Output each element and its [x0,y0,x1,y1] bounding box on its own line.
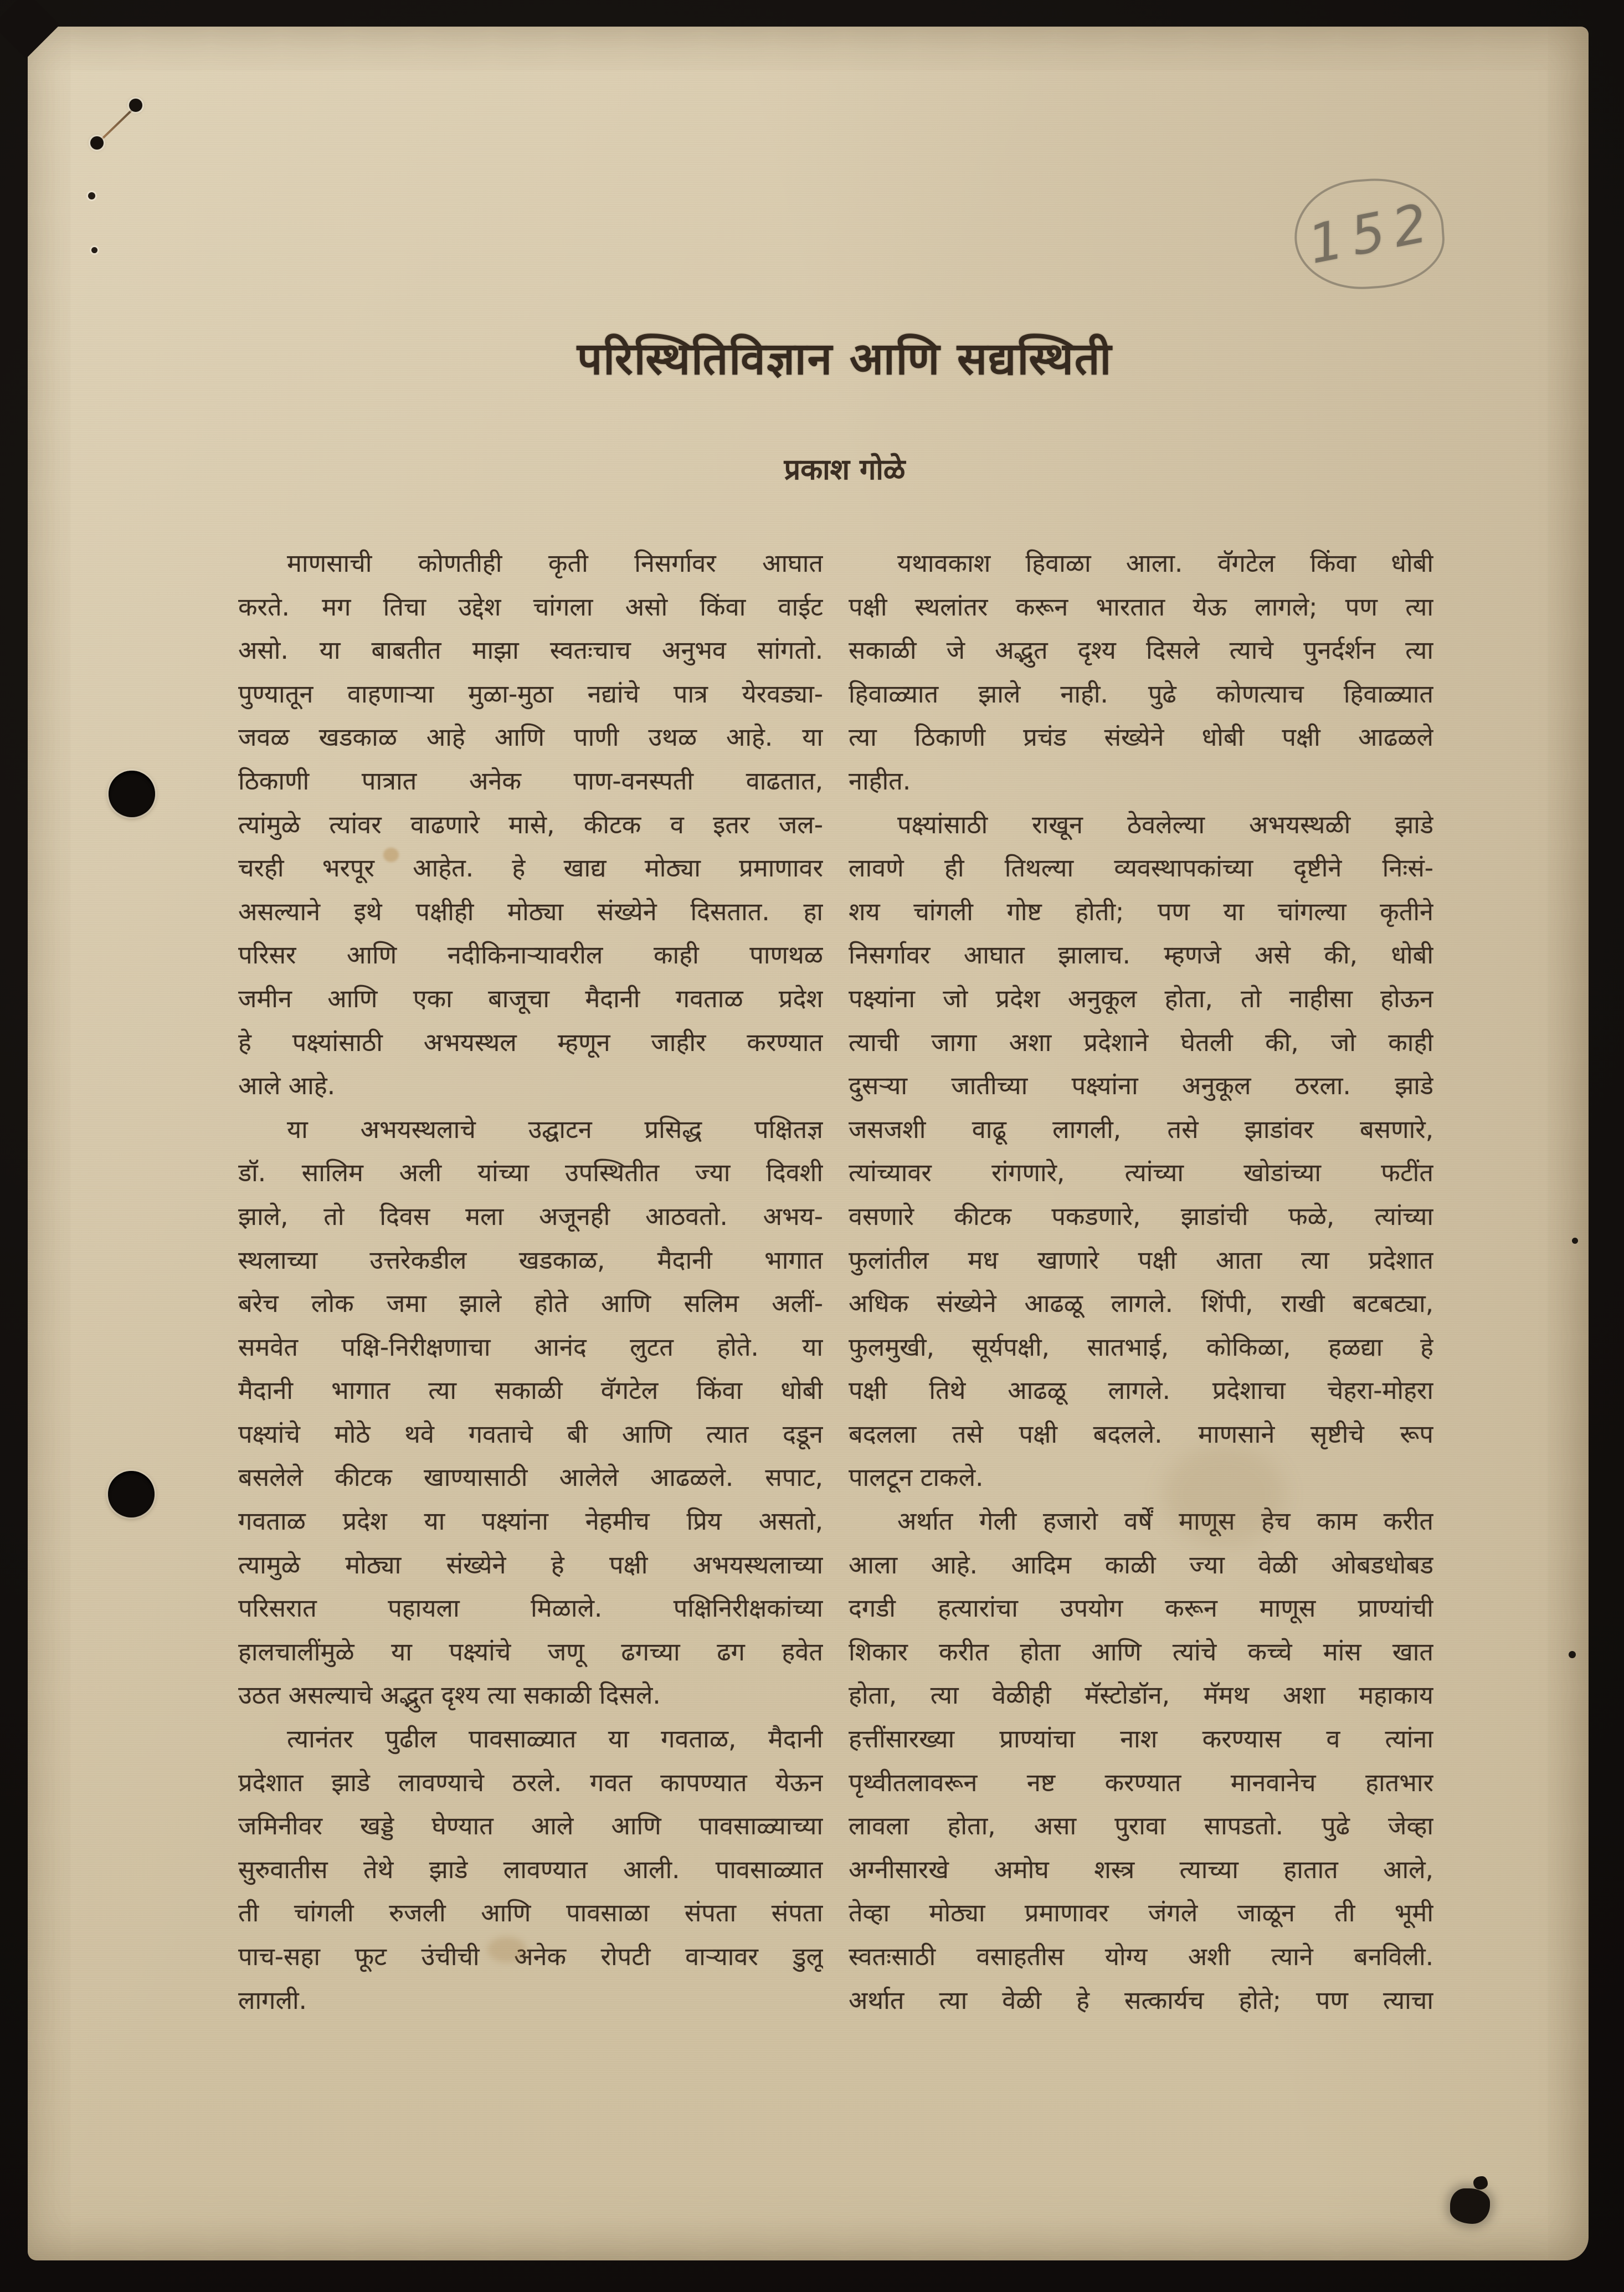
text-line: ठिकाणी पात्रात अनेक पाण-वनस्पती वाढतात, [238,766,823,796]
text-line: तेव्हा मोठ्या प्रमाणावर जंगले जाळून ती भूमी [849,1898,1433,1928]
text-line: पालटून टाकले. [849,1463,984,1493]
author-name: प्रकाश गोळे [784,453,906,486]
text-column-left [238,542,823,2022]
text-line: लावला होता, असा पुरावा सापडतो. पुढे जेव्हा [849,1811,1433,1841]
text-line: दुसऱ्या जातीच्या पक्ष्यांना अनुकूल ठरला. झाडे [849,1071,1433,1101]
text-line: असल्याने इथे पक्षीही मोठ्या संख्येने दिसतात. हा [238,896,823,926]
text-line: डॉ. सालिम अली यांच्या उपस्थितीत ज्या दिवशी [238,1158,823,1188]
text-line: जसजशी वाढू लागली, तसे झाडांवर बसणारे, [849,1114,1433,1144]
punch-hole-top [109,771,155,817]
text-line: या अभयस्थलाचे उद्घाटन प्रसिद्ध पक्षितज्ञ [287,1114,823,1144]
text-line: अधिक संख्येने आढळू लागले. शिंपी, राखी बटबट्या, [849,1289,1433,1319]
text-line: करते. मग तिचा उद्देश चांगला असो किंवा वाईट [238,592,823,622]
text-line: पक्ष्यांसाठी राखून ठेवलेल्या अभयस्थळी झाडे [897,809,1433,839]
text-line: वसणारे कीटक पकडणारे, झाडांची फळे, त्यांच्या [849,1201,1433,1231]
text-line: पक्ष्यांना जो प्रदेश अनुकूल होता, तो नाहीसा होऊन [849,983,1433,1013]
text-line: पक्ष्यांचे मोठे थवे गवताचे बी आणि त्यात दडून [238,1419,823,1449]
text-line: परिसर आणि नदीकिनाऱ्यावरील काही पाणथळ [238,940,823,970]
text-line: शिकार करीत होता आणि त्यांचे कच्चे मांस खात [849,1637,1433,1667]
text-line: मैदानी भागात त्या सकाळी वॅगटेल किंवा धोबी [238,1376,823,1406]
text-line: प्रदेशात झाडे लावण्याचे ठरले. गवत कापण्यात येऊन [238,1767,823,1797]
text-line: पक्षी तिथे आढळू लागले. प्रदेशाचा चेहरा-मोहरा [849,1376,1433,1406]
text-line: नाहीत. [849,766,911,796]
text-line: माणसाची कोणतीही कृती निसर्गावर आघात [287,548,823,578]
pin-hole [88,192,95,199]
text-line: ती चांगली रुजली आणि पावसाळा संपता संपता [238,1898,823,1928]
text-line: समवेत पक्षि-निरीक्षणाचा आनंद लुटत होते. या [238,1332,823,1362]
text-line: स्वतःसाठी वसाहतीस योग्य अशी त्याने बनविली. [849,1942,1433,1971]
text-line: पाच-सहा फूट उंचीची अनेक रोपटी वाऱ्यावर डुलू [238,1942,823,1971]
article-title: परिस्थितिविज्ञान आणि सद्यस्थिती [577,333,1113,384]
text-line: पक्षी स्थलांतर करून भारतात येऊ लागले; पण त्या [849,592,1433,622]
text-line: आले आहे. [238,1071,335,1101]
paper-sheet [28,27,1589,2260]
text-line: हालचालींमुळे या पक्ष्यांचे जणू ढगच्या ढग हवेत [238,1637,823,1667]
text-line: स्थलाच्या उत्तरेकडील खडकाळ, मैदानी भागात [238,1245,823,1275]
text-line: चरही भरपूर आहेत. हे खाद्य मोठ्या प्रमाणावर [238,853,823,883]
text-line: सुरुवातीस तेथे झाडे लावण्यात आली. पावसाळ्यात [238,1854,823,1884]
text-line: हत्तींसारख्या प्राण्यांचा नाश करण्यास व त्यांना [849,1724,1433,1754]
text-line: गवताळ प्रदेश या पक्ष्यांना नेहमीच प्रिय असतो, [238,1506,823,1536]
edge-speck [1572,1238,1578,1244]
text-line: पुण्यातून वाहणाऱ्या मुळा-मुठा नद्यांचे पात्र येरवड्या- [238,679,823,709]
text-line: अर्थात गेली हजारो वर्षें माणूस हेच काम करीत [897,1506,1433,1536]
text-line: त्यामुळे मोठ्या संख्येने हे पक्षी अभयस्थलाच्या [238,1550,823,1580]
text-line: शय चांगली गोष्ट होती; पण या चांगल्या कृतीने [849,896,1433,926]
text-line: झाले, तो दिवस मला अजूनही आठवतो. अभय- [238,1201,823,1231]
handwritten-page-number: 152 [1303,190,1442,276]
text-line: त्याची जागा अशा प्रदेशाने घेतली की, जो काही [849,1027,1433,1057]
text-line: जमीन आणि एका बाजूचा मैदानी गवताळ प्रदेश [238,983,823,1013]
text-line: परिसरात पहायला मिळाले. पक्षिनिरीक्षकांच्या [238,1593,823,1623]
text-line: हे पक्ष्यांसाठी अभयस्थल म्हणून जाहीर करण्यात [238,1027,823,1057]
text-line: उठत असल्याचे अद्भुत दृश्य त्या सकाळी दिसले. [238,1680,661,1710]
handwritten-circle [1291,174,1447,294]
staple-hole-icon [129,99,142,112]
text-line: फुलांतील मध खाणारे पक्षी आता त्या प्रदेशात [849,1245,1433,1275]
text-line: जवळ खडकाळ आहे आणि पाणी उथळ आहे. या [238,722,823,752]
text-line: बरेच लोक जमा झाले होते आणि सलिम अलीं- [238,1289,823,1319]
ink-blot [1450,2188,1490,2224]
staple-hole-icon [90,136,104,150]
text-line: दगडी हत्यारांचा उपयोग करून माणूस प्राण्यांची [849,1593,1433,1623]
text-line: यथावकाश हिवाळा आला. वॅगटेल किंवा धोबी [897,548,1433,578]
text-line: पृथ्वीतलावरून नष्ट करण्यात मानवानेच हातभार [849,1767,1433,1797]
text-line: त्या ठिकाणी प्रचंड संख्येने धोबी पक्षी आढळले [849,722,1433,752]
text-line: त्यांमुळे त्यांवर वाढणारे मासे, कीटक व इतर जल- [238,809,823,839]
ink-speck [1473,2176,1488,2190]
text-line: हिवाळ्यात झाले नाही. पुढे कोणत्याच हिवाळ्यात [849,679,1433,709]
pin-hole [91,247,97,253]
text-line: त्यांच्यावर रांगणारे, त्यांच्या खोडांच्या फटींत [849,1158,1433,1188]
punch-hole-bottom [108,1471,155,1517]
text-line: अर्थात त्या वेळी हे सत्कार्यच होते; पण त्याचा [849,1985,1433,2015]
text-line: सकाळी जे अद्भुत दृश्य दिसले त्याचे पुनर्दर्शन त्या [849,635,1433,665]
text-column-right [849,542,1433,2022]
text-line: बसलेले कीटक खाण्यासाठी आलेले आढळले. सपाट, [238,1463,823,1493]
text-line: बदलला तसे पक्षी बदलले. माणसाने सृष्टीचे रूप [849,1419,1433,1449]
text-line: त्यानंतर पुढील पावसाळ्यात या गवताळ, मैदानी [287,1724,823,1754]
text-line: लावणे ही तिथल्या व्यवस्थापकांच्या दृष्टीने निःसं- [849,853,1433,883]
torn-corner [0,0,60,59]
text-line: अग्नीसारखे अमोघ शस्त्र त्याच्या हातात आले, [849,1854,1433,1884]
text-line: जमिनीवर खड्डे घेण्यात आले आणि पावसाळ्याच्या [238,1811,823,1841]
text-line: आला आहे. आदिम काळी ज्या वेळी ओबडधोबड [849,1550,1433,1580]
text-line: निसर्गावर आघात झालाच. म्हणजे असे की, धोबी [849,940,1433,970]
text-line: असो. या बाबतीत माझा स्वतःचाच अनुभव सांगतो. [238,635,823,665]
text-line: होता, त्या वेळीही मॅस्टोडॉन, मॅमथ अशा महाकाय [849,1680,1433,1710]
edge-speck [1569,1651,1576,1658]
text-line: लागली. [238,1985,307,2015]
text-line: फुलमुखी, सूर्यपक्षी, सातभाई, कोकिळा, हळद्या हे [849,1332,1433,1362]
